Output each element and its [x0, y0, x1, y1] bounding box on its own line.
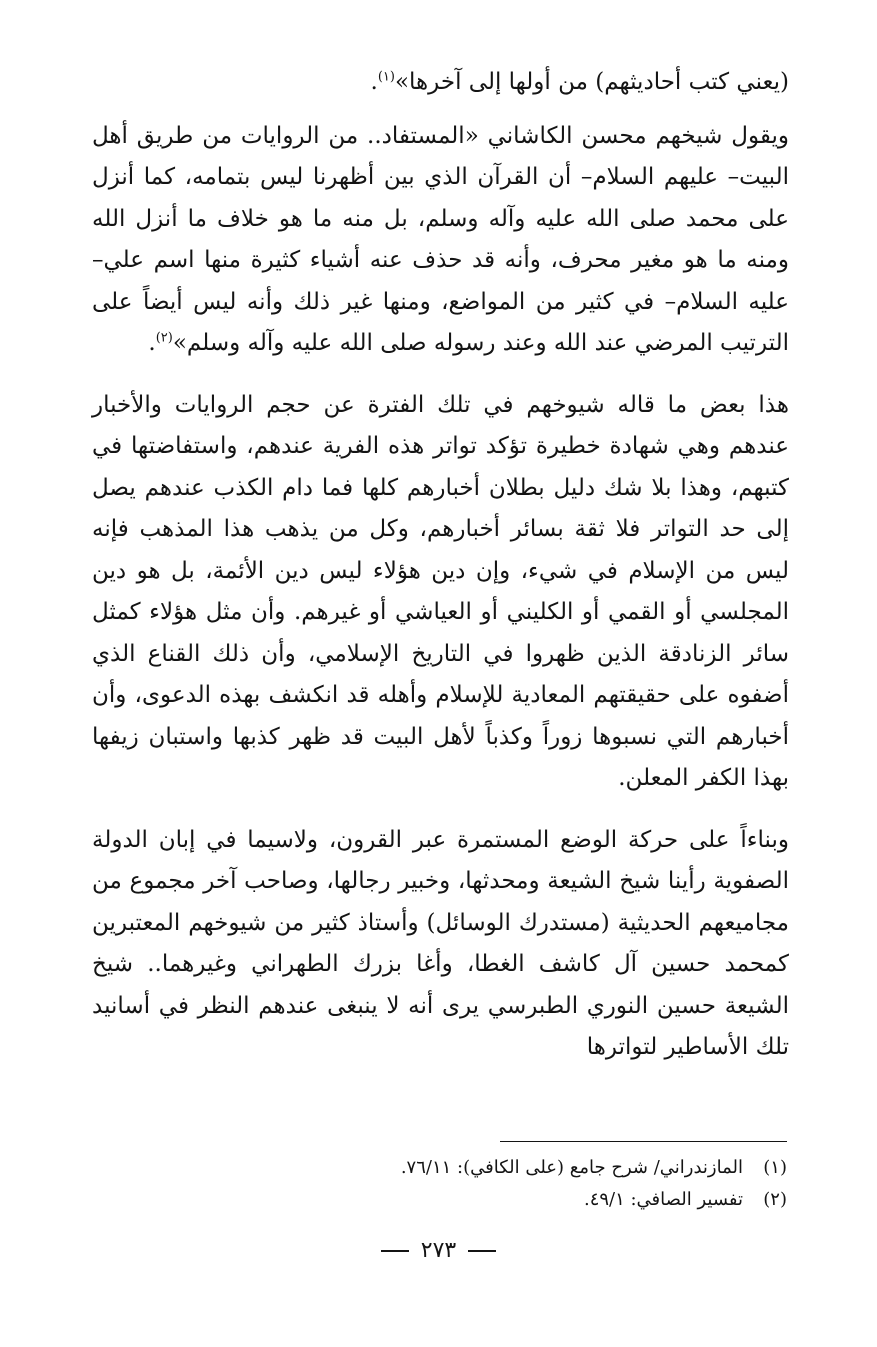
footnote-ref-1[interactable]: (١): [377, 69, 395, 85]
line: الإسلامي، وأن ذلك القناع الذي أضفوه على حقيقتهم المعادية للإسلام وأهله قد: [92, 640, 789, 708]
line-tail: .: [148, 330, 156, 356]
paragraph-gap: [92, 800, 789, 820]
dash: [468, 1250, 496, 1252]
line: الصفوية رأينا شيخ الشيعة ومحدثها، وخبير رجالها، وصاحب آخر مجموع من: [92, 868, 789, 894]
footnotes: [300, 1152, 787, 1216]
line: البيت– عليهم السلام– أن القرآن الذي بين أظهرنا ليس بتمامه، كما أنزل على محمد: [92, 164, 790, 232]
line: عندهم وهي شهادة خطيرة تؤكد تواتر هذه الفرية عندهم، واستفاضتها في كتبهم،: [92, 433, 789, 501]
line: هذا بعض ما قاله شيوخهم في تلك الفترة عن حجم الروايات والأخبار: [92, 391, 789, 418]
line: صلى الله عليه وآله وسلم، بل منه ما هو خلاف ما أنزل الله ومنه ما هو مغير: [92, 205, 789, 273]
line: رسوله صلى الله عليه وآله وسلم»: [172, 330, 496, 356]
line: أو العياشي أو غيرهم. وأن مثل هؤلاء كمثل سائر الزنادقة الذين ظهروا في التاريخ: [92, 599, 790, 667]
line: مجاميعهم الحديثية (مستدرك الوسائل) وأستاذ كثير من شيوخهم المعتبرين كمحمد: [92, 909, 789, 977]
page-number: [0, 1238, 877, 1263]
footnote-1: [300, 1152, 787, 1184]
line: التواتر فلا ثقة بسائر أخبارهم، وكل من يذهب هذا المذهب فإنه ليس من الإسلام: [92, 516, 789, 584]
paragraph-1: [92, 62, 789, 104]
line: من المواضع، ومنها غير ذلك وأنه ليس أيضاً على الترتيب المرضي عند الله وعند: [92, 288, 789, 356]
body-text: [92, 62, 789, 1069]
footnote-text: تفسير الصافي: ٤٩/١.: [583, 1189, 743, 1210]
line: محرف، وأنه قد حذف عنه أشياء كثيرة منها اسم علي– عليه السلام– في كثير: [92, 247, 790, 315]
line: في شيء، وإن دين هؤلاء ليس دين الأئمة، بل هو دين المجلسي أو القمي أو الكليني: [92, 557, 790, 625]
page-number-value: ٢٧٣: [420, 1238, 457, 1263]
dash: [381, 1250, 409, 1252]
paragraph-2: [92, 116, 789, 365]
line-tail: .: [370, 69, 378, 95]
footnote-text: المازندراني/ شرح جامع (على الكافي): ٧٦/١١.: [400, 1157, 743, 1178]
line: ويقول شيخهم محسن الكاشاني «المستفاد.. من الروايات من طريق أهل: [92, 122, 789, 149]
line: انكشف بهذه الدعوى، وأن أخبارهم التي نسبوها زوراً وكذباً لأهل البيت قد: [92, 682, 789, 750]
footnote-number: (٢): [763, 1189, 787, 1210]
footnote-2: [300, 1184, 787, 1216]
footnote-divider: [500, 1141, 787, 1142]
line: (يعني كتب أحاديثهم) من أولها إلى آخرها»: [394, 69, 789, 95]
paragraph-3: [92, 385, 789, 800]
line: حسين آل كاشف الغطا، وأغا بزرك الطهراني وغيرهما.. شيخ الشيعة حسين: [92, 951, 790, 1019]
line: ظهر كذبها واستبان زيفها بهذا الكفر المعلن.: [92, 723, 789, 791]
paragraph-gap: [92, 365, 789, 385]
footnote-number: (١): [763, 1157, 787, 1178]
paragraph-4: [92, 820, 789, 1069]
line: النوري الطبرسي يرى أنه لا ينبغى عندهم النظر في أسانيد تلك الأساطير لتواترها: [92, 992, 789, 1060]
line: وهذا بلا شك دليل بطلان أخبارهم كلها فما دام الكذب عندهم يصل إلى حد: [92, 474, 790, 542]
line: وبناءاً على حركة الوضع المستمرة عبر القرون، ولاسيما في إبان الدولة: [92, 826, 789, 853]
footnote-ref-2[interactable]: (٢): [155, 330, 173, 346]
